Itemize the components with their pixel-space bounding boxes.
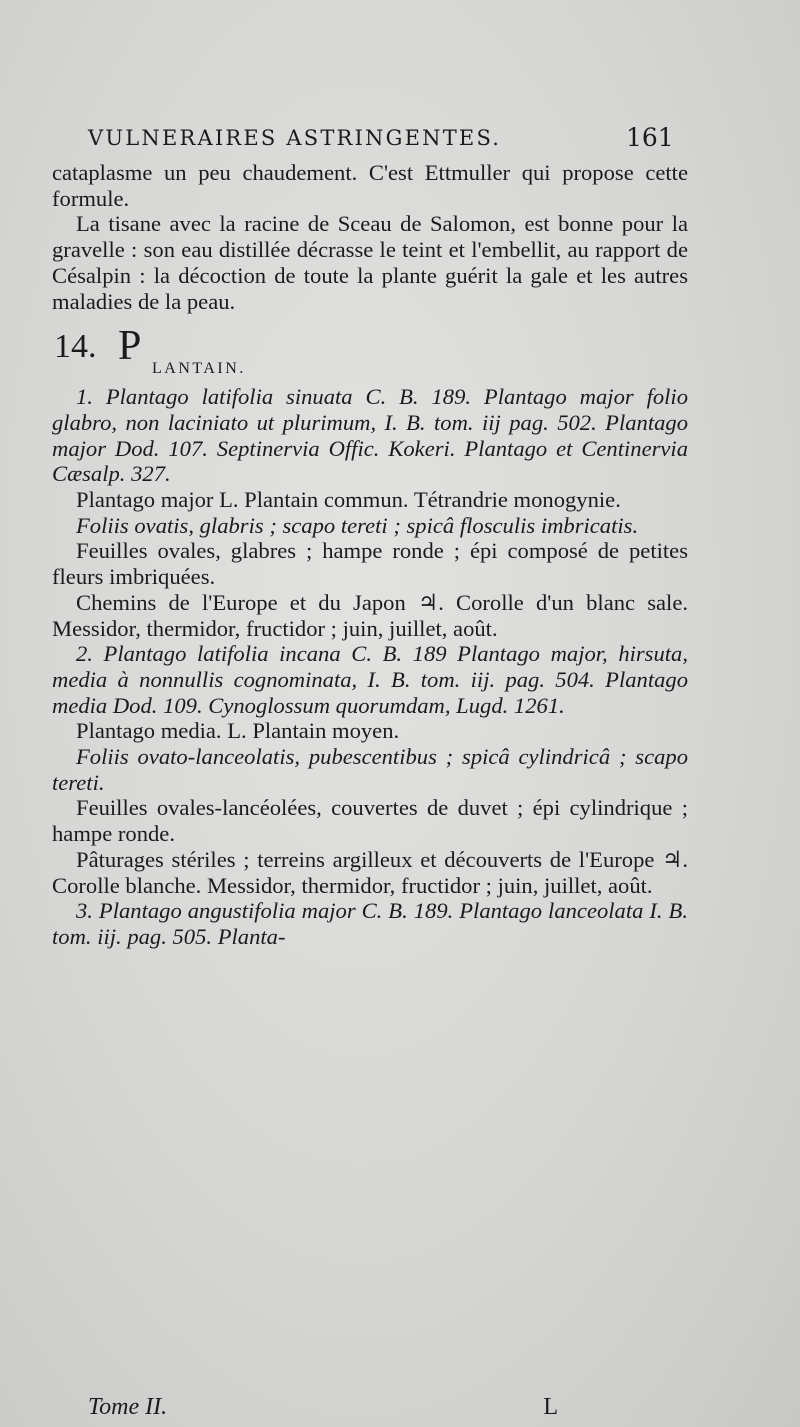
running-title: VULNERAIRES ASTRINGENTES. [88,126,502,150]
intro-paragraph-1: cataplasme un peu chaudement. C'est Ettmuller qui propose cette formule. [52,160,688,211]
entry-2-habitat: Pâturages stériles ; terreins argilleux et découverts de l'Europe ♃. Corolle blanche. Messidor, thermidor, fructidor ; juin, juillet, août. [52,846,688,898]
entry-1-synonyms: 1. Plantago latifolia sinuata C. B. 189. Plantago major folio glabro, non laciniato ut plurimum, I. B. tom. iij pag. 502. Plantago major Dod. 107. Septinervia Offic. Kokeri. Plantago et Centinervia Cæsalp. 327. [52,384,688,487]
entry-3-synonyms: 3. Plantago angustifolia major C. B. 189. Plantago lanceolata I. B. tom. iij. pag. 505. Planta- [52,898,688,949]
section-number: 14. [54,328,97,366]
entry-2-french-description: Feuilles ovales-lancéolées, couvertes de duvet ; épi cylindrique ; hampe ronde. [52,795,688,847]
entry-1-name: Plantago major L. Plantain commun. Tétrandrie monogynie. [76,487,621,513]
entry-2-synonyms: 2. Plantago latifolia incana C. B. 189 Plantago major, hirsuta, media à nonnullis cognominata, I. B. tom. iij. pag. 504. Plantago media Dod. 109. Cynoglossum quorumdam, Lugd. 1261. [52,641,688,718]
entry-1-habitat: Chemins de l'Europe et du Japon ♃. Corolle d'un blanc sale. Messidor, thermidor, fructidor ; juin, juillet, août. [52,589,688,641]
signature-mark: L [543,1394,558,1420]
page-footer [88,1394,558,1422]
section-title: LANTAIN. [152,360,246,378]
section-initial: P [118,323,142,370]
running-header [88,123,688,152]
page-number: 161 [626,123,674,152]
entry-1-french-description: Feuilles ovales, glabres ; hampe ronde ; épi composé de petites fleurs imbriquées. [52,538,688,590]
entry-1-latin-description: Foliis ovatis, glabris ; scapo tereti ; spicâ flosculis imbricatis. [76,512,639,538]
volume-label: Tome II. [88,1394,168,1420]
page-body [52,160,688,950]
entry-2-name: Plantago media. L. Plantain moyen. [76,718,400,744]
section-heading [52,323,688,378]
entry-2-latin-description: Foliis ovato-lanceolatis, pubescentibus ; spicâ cylindricâ ; scapo tereti. [52,744,688,795]
intro-paragraph-2: La tisane avec la racine de Sceau de Salomon, est bonne pour la gravelle : son eau distillée décrasse le teint et l'embellit, au rapport de Césalpin : la décoction de toute la plante guérit la gale et les autres maladies de la peau. [52,211,688,314]
